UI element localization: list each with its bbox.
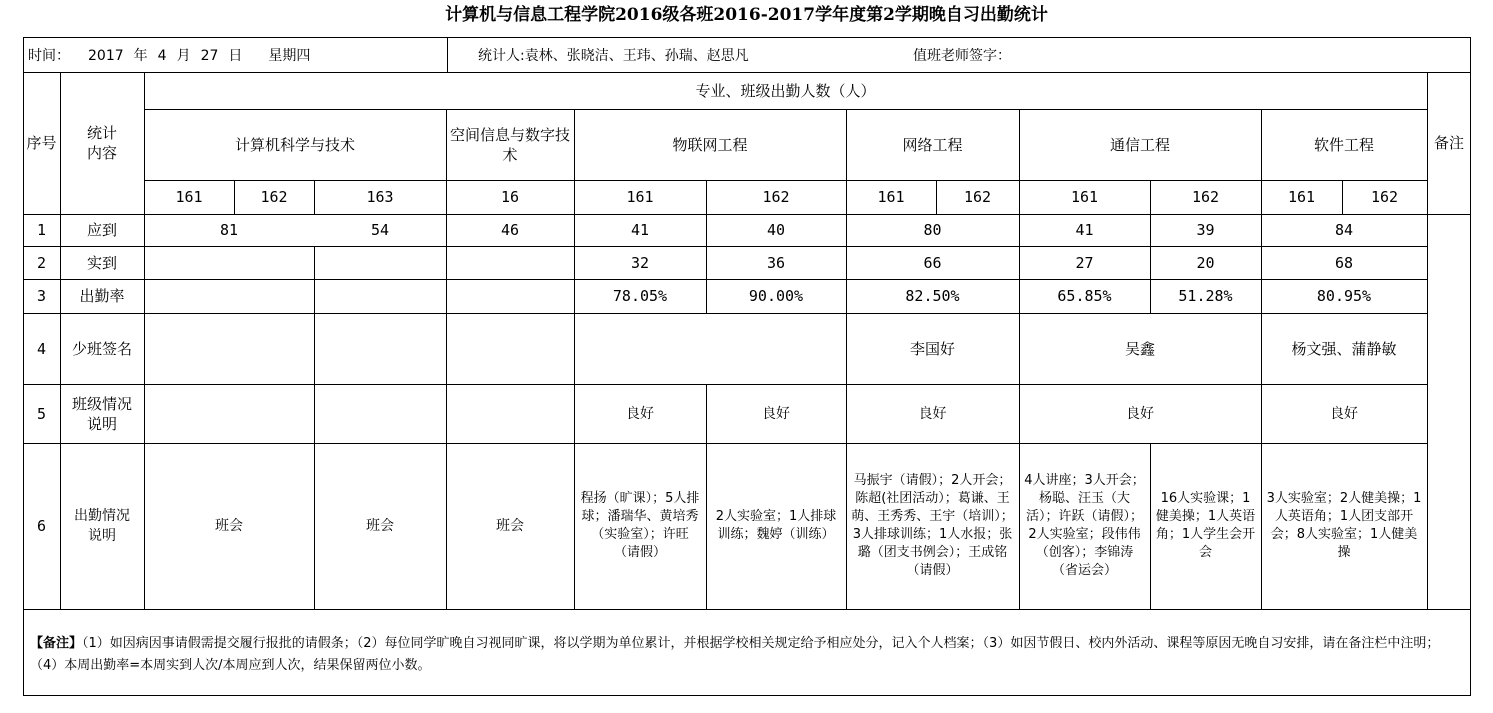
table-cell: 80 (923, 221, 942, 239)
table-cell: 81 (219, 221, 239, 239)
class-cell: 161 (626, 188, 654, 206)
col-seq-header: 序号 (26, 134, 57, 152)
table-cell: 2人实验室；1人排球训练；魏婷（训练） (715, 509, 837, 542)
table-cell: 李国好 (909, 339, 955, 358)
table-cell: 班会 (215, 518, 243, 534)
class-cell: 161 (877, 188, 905, 206)
day-unit: 日 (228, 48, 243, 64)
page-title: 计算机与信息工程学院2016级各班2016-2017学年度第2学期晚自习出勤统计 (445, 5, 1048, 25)
class-cell: 162 (1191, 188, 1220, 206)
row-seq: 4 (36, 339, 47, 358)
table-cell: 41 (1075, 221, 1094, 239)
row-label: 实到 (86, 253, 117, 272)
table-cell: 39 (1196, 221, 1215, 239)
class-cell: 162 (1370, 188, 1399, 206)
table-cell: 杨文强、蒲静敏 (1291, 339, 1397, 358)
row-label: 应到 (86, 221, 117, 239)
class-cell: 16 (500, 188, 520, 206)
table-cell: 良好 (1126, 405, 1154, 422)
table-cell: 16人实验课；1健美操；1人英语角；1人学生会开会 (1155, 491, 1256, 560)
table-cell: 80.95% (1316, 287, 1372, 305)
major-iot: 物联网工程 (672, 135, 748, 154)
teacher-signature: 值班老师签字： (913, 48, 1011, 64)
table-cell: 54 (370, 221, 390, 239)
class-cell: 163 (366, 188, 394, 206)
table-cell: 3人实验室；2人健美操；1人英语角；1人团支部开会；8人实验室；1人健美操 (1266, 491, 1422, 560)
row-label: 少班签名 (71, 339, 132, 358)
table-cell: 良好 (918, 405, 947, 422)
group-header: 专业、班级出勤人数（人） (695, 81, 876, 100)
row-label: 班级情况说明 (71, 394, 132, 433)
table-cell: 90.00% (748, 287, 804, 305)
year-unit: 年 (133, 48, 148, 64)
remarks-text: （1）如因病因事请假需提交履行报批的请假条；（2）每位同学旷晚自习视同旷课，将以学期为单位累计，并根据学校相关规定给予相应处分，记入个人档案；（3）如因节假日、校内外活动、课程等原因无晚自习安排，请在备注栏中注明；（4）本周出勤率=本周实到人次/本周应到人次，结果保留两位小数。 (30, 636, 1440, 673)
remarks-block (30, 633, 1455, 677)
table-cell: 良好 (1330, 405, 1358, 422)
class-cell: 162 (762, 188, 790, 206)
row-label: 出勤率 (79, 287, 125, 305)
table-cell: 27 (1075, 253, 1094, 272)
class-cell: 161 (175, 188, 203, 206)
major-cs: 计算机科学与技术 (234, 135, 355, 154)
row-seq: 6 (36, 517, 47, 535)
table-cell: 程扬（旷课）；5人排球；潘瑞华、黄培秀（实验室）；许旺（请假） (580, 491, 700, 560)
table-cell: 吴鑫 (1124, 339, 1155, 358)
table-cell: 82.50% (905, 287, 960, 305)
major-comm: 通信工程 (1109, 135, 1170, 154)
table-cell: 41 (630, 221, 650, 239)
class-cell: 162 (963, 188, 992, 206)
row-seq: 5 (36, 404, 47, 423)
day-value: 27 (200, 48, 219, 64)
table-cell: 良好 (626, 405, 654, 422)
remarks-label: 【备注】 (30, 636, 83, 651)
table-cell: 36 (766, 253, 786, 272)
major-network: 网络工程 (902, 135, 963, 154)
table-cell: 20 (1196, 253, 1215, 272)
major-spatial: 空间信息与数字技术 (450, 125, 571, 164)
table-cell: 68 (1334, 253, 1354, 272)
table-cell: 4人讲座；3人开会；杨聪、汪玉（大活）；许跃（请假）；2人实验室；段伟伟（创客）；李锦涛（省运会） (1024, 473, 1145, 578)
table-cell: 40 (766, 221, 786, 239)
row-seq: 1 (36, 221, 47, 239)
time-label: 时间： (28, 48, 70, 64)
major-software: 软件工程 (1313, 135, 1374, 154)
table-cell: 65.85% (1057, 287, 1112, 305)
row-seq: 2 (36, 253, 47, 272)
row-seq: 3 (36, 287, 47, 305)
table-cell: 班会 (496, 518, 524, 534)
table-cell: 51.28% (1178, 287, 1233, 305)
month-value: 4 (157, 48, 167, 64)
class-cell: 161 (1070, 188, 1099, 206)
table-cell: 班会 (366, 518, 394, 534)
table-cell: 78.05% (612, 287, 668, 305)
class-cell: 162 (260, 188, 288, 206)
table-cell: 良好 (762, 405, 790, 422)
month-unit: 月 (176, 48, 191, 64)
statisticians: 统计人:袁林、张晓洁、王玮、孙瑞、赵思凡 (478, 48, 749, 64)
weekday-value: 星期四 (268, 48, 311, 64)
col-content-header: 统计 内容 (86, 124, 117, 162)
class-cell: 161 (1287, 188, 1316, 206)
table-cell: 马振宇（请假）；2人开会；陈超(社团活动）；葛谦、王萌、王秀秀、王宇（培训）；3人排球训练；1人水报；张璐（团支书例会）；王成铭（请假） (851, 473, 1014, 578)
table-cell: 46 (500, 221, 520, 239)
col-remark-header: 备注 (1433, 134, 1464, 152)
year-value: 2017 (88, 48, 124, 64)
table-cell: 66 (923, 253, 942, 272)
table-cell: 32 (630, 253, 650, 272)
time-field (28, 40, 448, 72)
row-label: 出勤情况说明 (74, 508, 130, 544)
table-cell: 84 (1334, 221, 1354, 239)
